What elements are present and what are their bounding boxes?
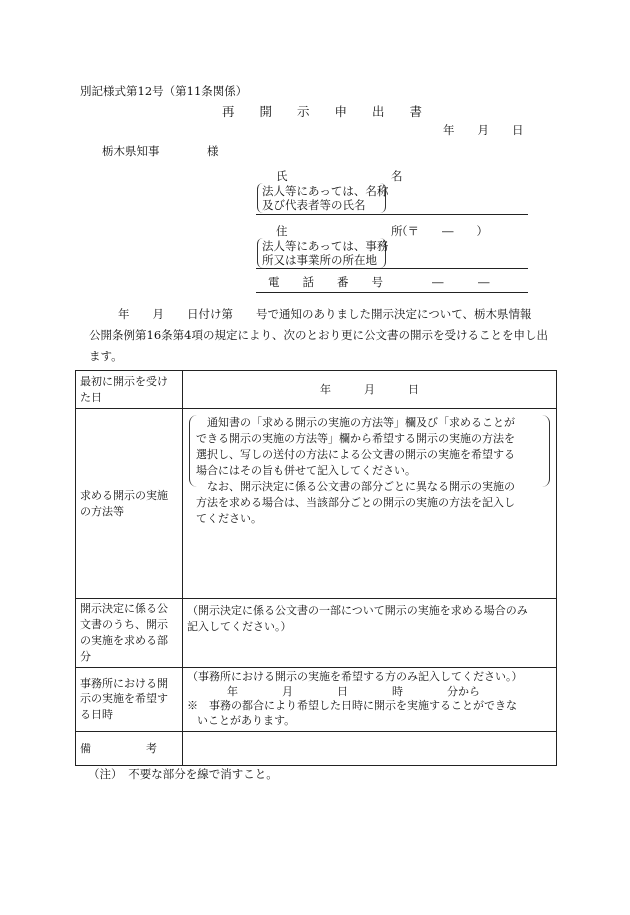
method-note-line: なお、開示決定に係る公文書の部分ごとに異なる開示の実施の	[196, 479, 515, 493]
form-number: 別記様式第12号（第11条関係）	[80, 84, 248, 98]
office-datetime-fields: 年 月 日 時 分から	[227, 684, 480, 698]
table-row-method	[76, 409, 557, 599]
requested-part-label: 開示決定に係る公文書のうち、開示の実施を求める部分	[76, 599, 183, 668]
postal-code-field: （〒 ― ）	[396, 224, 488, 238]
first-disclosure-date-label: 最初に開示を受けた日	[76, 371, 183, 409]
table-row-first-disclosure-date	[76, 371, 557, 409]
method-note-line: 選択し、写しの送付の方法による公文書の開示の実施を希望する	[196, 447, 515, 461]
name-note-line2: 及び代表者等の氏名	[262, 198, 366, 212]
requested-part-value	[183, 599, 557, 668]
office-datetime-value	[183, 667, 557, 731]
intro-line-1: 年 月 日付け第 号で通知のありました開示決定について、栃木県情報	[118, 307, 532, 321]
remarks-value	[183, 732, 557, 766]
table-row-requested-part	[76, 599, 557, 668]
requested-part-note-line2: 記入してください。）	[187, 619, 292, 633]
address-note-line1: 法人等にあっては、事務	[262, 239, 389, 253]
intro-line-2: 公開条例第16条第4項の規定により、次のとおり更に公文書の開示を受けることを申し出	[89, 328, 548, 342]
method-note-line: 通知書の「求める開示の実施の方法等」欄及び「求めることが	[196, 416, 515, 429]
office-datetime-caution-line2: いことがあります。	[197, 714, 296, 728]
footnote: （注） 不要な部分を線で消すこと。	[88, 767, 278, 781]
phone-underline	[256, 292, 528, 293]
method-note-line: 方法を求める場合は、当該部分ごとの開示の実施の方法を記入し	[196, 495, 515, 509]
address-note-line2: 所又は事業所の所在地	[262, 253, 377, 267]
name-note-line1: 法人等にあっては、名称	[262, 184, 389, 198]
method-label: 求める開示の実施の方法等	[76, 409, 183, 599]
requested-part-note-line1: （開示決定に係る公文書の一部について開示の実施を求める場合のみ	[187, 604, 528, 617]
first-disclosure-date-text: 年 月 日	[320, 382, 419, 396]
name-label: 氏 名	[276, 169, 403, 183]
remarks-label: 備 考	[76, 732, 183, 766]
submission-date: 年 月 日	[443, 123, 524, 137]
first-disclosure-date-value	[183, 371, 557, 409]
method-note	[189, 415, 550, 525]
office-datetime-note: （事務所における開示の実施を希望する方のみ記入してください。）	[187, 669, 523, 683]
table-row-remarks	[76, 732, 557, 766]
request-table	[75, 370, 557, 766]
document-title: 再 開 示 申 出 書	[222, 104, 423, 119]
office-datetime-caution-line1: ※ 事務の都合により希望した日時に開示を実施することができな	[187, 699, 517, 713]
address-label: 住 所	[276, 224, 403, 238]
intro-line-3: ます。	[89, 349, 123, 363]
phone-value: ― ―	[432, 275, 490, 289]
phone-label: 電 話 番 号	[268, 275, 383, 289]
office-datetime-label: 事務所における開示の実施を希望する日時	[76, 667, 183, 731]
method-note-line: 場合にはその旨も併せて記入してください。	[196, 463, 416, 477]
address-underline	[256, 268, 528, 269]
method-note-line: できる開示の実施の方法等」欄から希望する開示の実施の方法を	[196, 431, 515, 445]
table-row-office-datetime	[76, 667, 557, 731]
name-underline	[256, 214, 528, 215]
method-value	[183, 409, 557, 599]
method-note-line: てください。	[196, 511, 262, 525]
addressee-suffix: 様	[207, 144, 219, 158]
addressee-name: 栃木県知事	[102, 144, 160, 158]
